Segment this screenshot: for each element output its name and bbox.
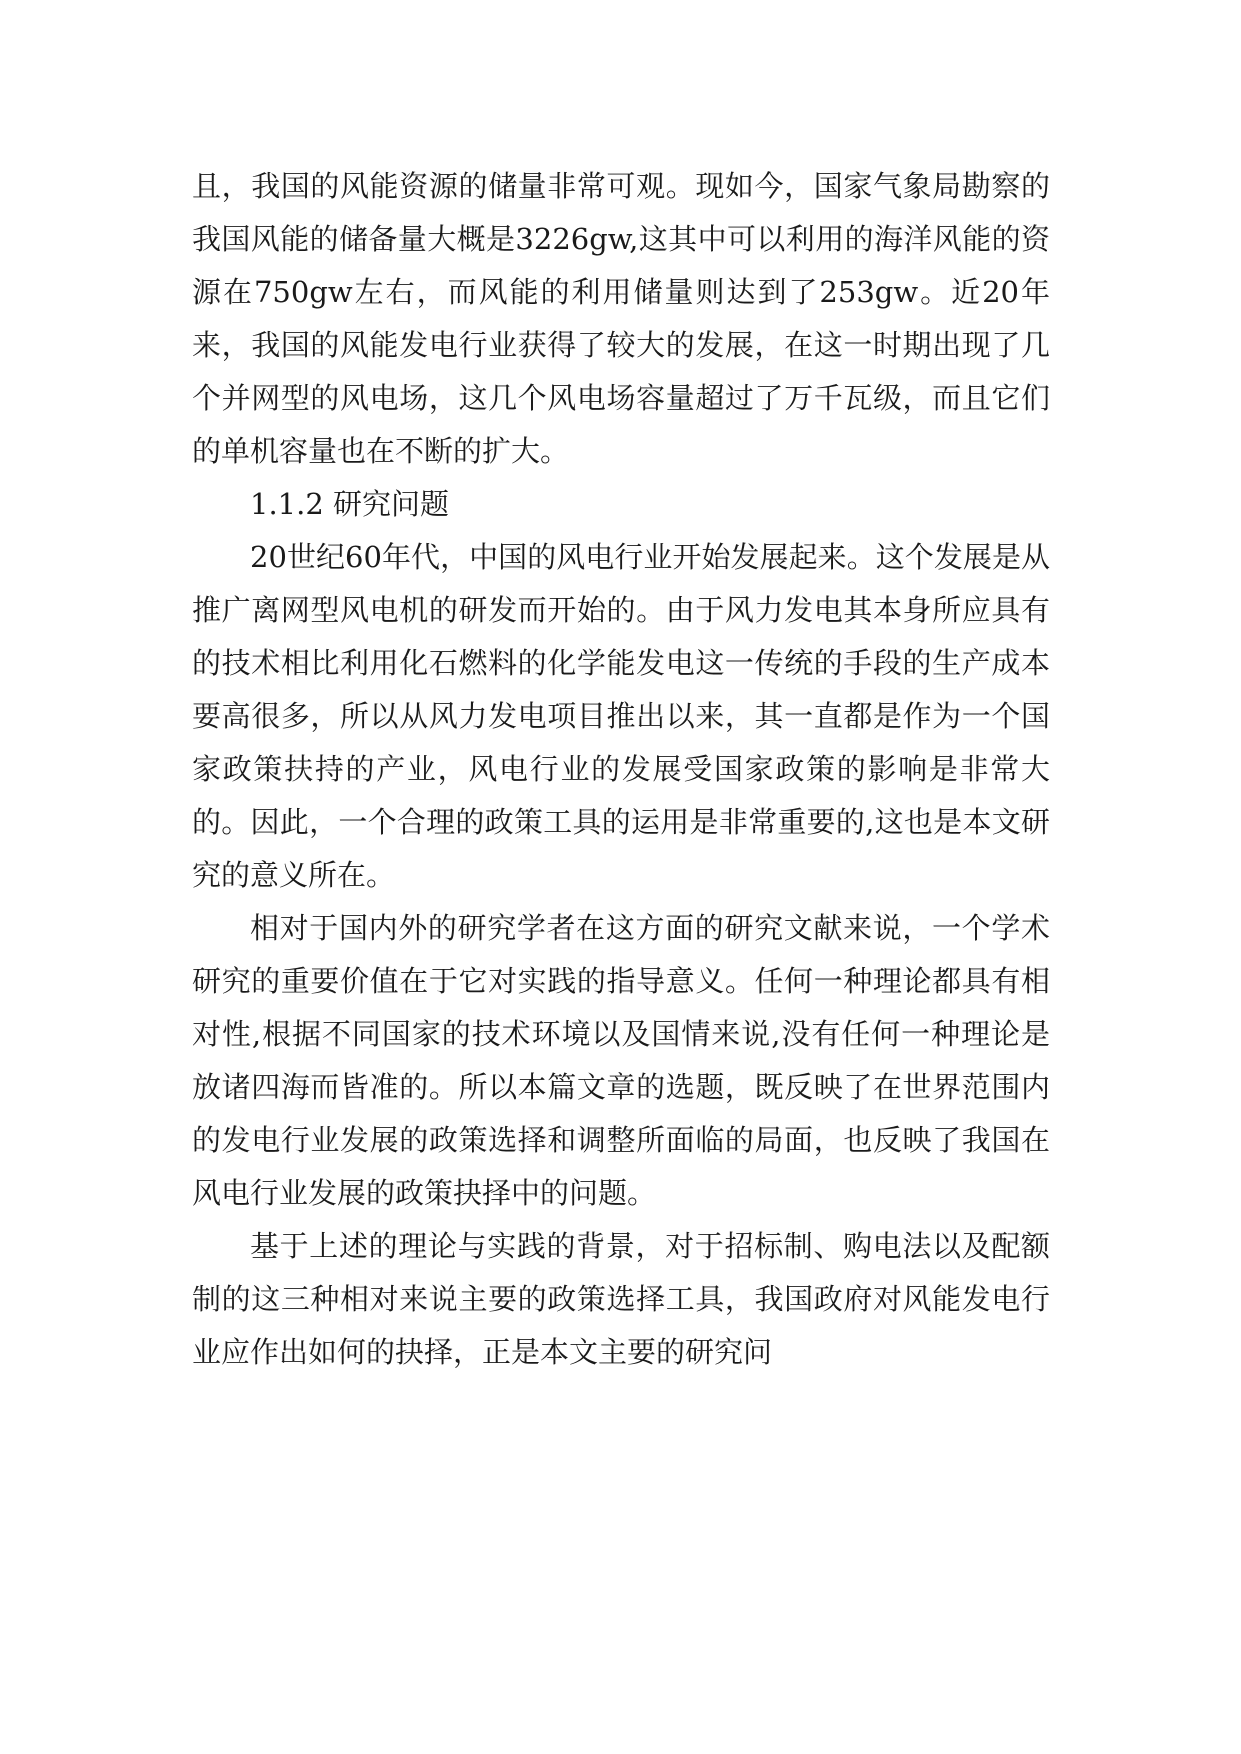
section-heading: 1.1.2 研究问题	[250, 487, 450, 521]
document-page	[192, 160, 1050, 1379]
paragraph-continued: 且，我国的风能资源的储量非常可观。现如今，国家气象局勘察的我国风能的储备量大概是3226gw,这其中可以利用的海洋风能的资源在750gw左右，而风能的利用储量则达到了253gw。近20年来，我国的风能发电行业获得了较大的发展，在这一时期出现了几个并网型的风电场，这几个风电场容量超过了万千瓦级，而且它们的单机容量也在不断的扩大。	[192, 169, 1050, 468]
paragraph: 基于上述的理论与实践的背景，对于招标制、购电法以及配额制的这三种相对来说主要的政策选择工具，我国政府对风能发电行业应作出如何的抉择，正是本文主要的研究问	[192, 1229, 1050, 1369]
paragraph: 20世纪60年代，中国的风电行业开始发展起来。这个发展是从推广离网型风电机的研发而开始的。由于风力发电其本身所应具有的技术相比利用化石燃料的化学能发电这一传统的手段的生产成本要高很多，所以从风力发电项目推出以来，其一直都是作为一个国家政策扶持的产业，风电行业的发展受国家政策的影响是非常大的。因此，一个合理的政策工具的运用是非常重要的,这也是本文研究的意义所在。	[192, 540, 1050, 892]
paragraph: 相对于国内外的研究学者在这方面的研究文献来说，一个学术研究的重要价值在于它对实践的指导意义。任何一种理论都具有相对性,根据不同国家的技术环境以及国情来说,没有任何一种理论是放诸四海而皆准的。所以本篇文章的选题，既反映了在世界范围内的发电行业发展的政策选择和调整所面临的局面，也反映了我国在风电行业发展的政策抉择中的问题。	[192, 911, 1050, 1210]
